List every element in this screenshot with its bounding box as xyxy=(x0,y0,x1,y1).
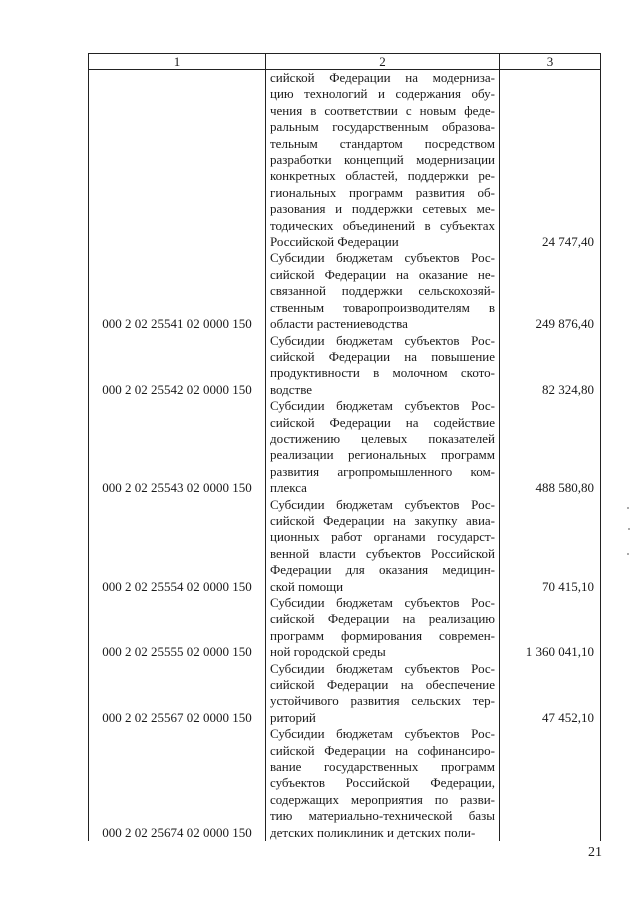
description-line: сийской Федерации на оказание не- xyxy=(270,266,495,282)
amount: 249 876,40 xyxy=(500,250,601,332)
budget-table xyxy=(88,53,601,841)
description-line: субъектов Российской Федерации, xyxy=(270,775,495,791)
header-col-3: 3 xyxy=(500,54,601,70)
table-row xyxy=(89,398,601,496)
description-line: программ формирования современ- xyxy=(270,627,495,643)
description-line: сийской Федерации на модерниза- xyxy=(270,70,495,85)
classification-code: 000 2 02 25674 02 0000 150 xyxy=(89,726,266,841)
description-line: устойчивого развития сельских тер- xyxy=(270,693,495,709)
description-line: риторий xyxy=(270,709,316,725)
table-row xyxy=(89,333,601,399)
description-line: области растениеводства xyxy=(270,316,408,332)
revenue-description xyxy=(266,250,500,332)
revenue-description xyxy=(266,333,500,399)
description-line: Субсидии бюджетам субъектов Рос- xyxy=(270,660,495,676)
amount: 24 747,40 xyxy=(500,70,601,251)
description-line: сийской Федерации на повышение xyxy=(270,348,495,364)
description-line: развития агропромышленного ком- xyxy=(270,463,495,479)
classification-code: 000 2 02 25541 02 0000 150 xyxy=(89,250,266,332)
revenue-description xyxy=(266,595,500,661)
description-line: содержащих мероприятия по разви- xyxy=(270,791,495,807)
amount: 47 452,10 xyxy=(500,661,601,727)
description-line: гиональных программ развития об- xyxy=(270,184,495,200)
description-line: тию материально-технической базы xyxy=(270,808,495,824)
description-line: продуктивности в молочном ското- xyxy=(270,365,495,381)
table-body xyxy=(89,70,601,842)
scan-artifact xyxy=(627,507,629,509)
description-line: вание государственных программ xyxy=(270,759,495,775)
table-row xyxy=(89,70,601,251)
description-line: Субсидии бюджетам субъектов Рос- xyxy=(270,332,495,348)
table-row xyxy=(89,250,601,332)
revenue-description xyxy=(266,726,500,841)
description-line: Субсидии бюджетам субъектов Рос- xyxy=(270,595,495,610)
table-row xyxy=(89,661,601,727)
description-line: детских поликлиник и детских поли- xyxy=(270,824,476,840)
description-line: Субсидии бюджетам субъектов Рос- xyxy=(270,398,495,414)
description-line: связанной поддержки сельскохозяй- xyxy=(270,283,495,299)
classification-code: 000 2 02 25543 02 0000 150 xyxy=(89,398,266,496)
description-line: тодических объединений в субъектах xyxy=(270,217,495,233)
scan-artifact xyxy=(627,553,629,555)
amount: 1 360 041,10 xyxy=(500,595,601,661)
description-line: венной власти субъектов Российской xyxy=(270,545,495,561)
description-line: сийской Федерации на содействие xyxy=(270,414,495,430)
revenue-description xyxy=(266,70,500,251)
amount: 70 415,10 xyxy=(500,497,601,595)
description-line: разования и поддержки сетевых ме- xyxy=(270,201,495,217)
amount: 488 580,80 xyxy=(500,398,601,496)
revenue-description xyxy=(266,398,500,496)
description-line: реализации региональных программ xyxy=(270,447,495,463)
budget-table-page xyxy=(88,53,601,841)
revenue-description xyxy=(266,497,500,595)
amount: 82 324,80 xyxy=(500,333,601,399)
table-header-row xyxy=(89,54,601,70)
revenue-description xyxy=(266,661,500,727)
description-line: ной городской среды xyxy=(270,644,386,660)
header-col-2: 2 xyxy=(266,54,500,70)
amount xyxy=(500,726,601,841)
table-row xyxy=(89,595,601,661)
description-line: разработки концепций модернизации xyxy=(270,152,495,168)
description-line: Субсидии бюджетам субъектов Рос- xyxy=(270,726,495,742)
classification-code: 000 2 02 25567 02 0000 150 xyxy=(89,661,266,727)
classification-code xyxy=(89,70,266,251)
description-line: сийской Федерации на обеспечение xyxy=(270,677,495,693)
description-line: Российской Федерации xyxy=(270,234,399,250)
classification-code: 000 2 02 25555 02 0000 150 xyxy=(89,595,266,661)
header-col-1: 1 xyxy=(89,54,266,70)
description-line: тельным стандартом посредством xyxy=(270,135,495,151)
description-line: ральным государственным образова- xyxy=(270,119,495,135)
description-line: сийской Федерации на реализацию xyxy=(270,611,495,627)
description-line: ционных работ органами государст- xyxy=(270,529,495,545)
description-line: Федерации для оказания медицин- xyxy=(270,562,495,578)
classification-code: 000 2 02 25542 02 0000 150 xyxy=(89,333,266,399)
description-line: сийской Федерации на закупку авиа- xyxy=(270,512,495,528)
table-row xyxy=(89,497,601,595)
description-line: плекса xyxy=(270,480,307,496)
description-line: Субсидии бюджетам субъектов Рос- xyxy=(270,250,495,266)
description-line: ской помощи xyxy=(270,578,344,594)
description-line: сийской Федерации на софинансиро- xyxy=(270,742,495,758)
table-row xyxy=(89,726,601,841)
description-line: цию технологий и содержания обу- xyxy=(270,86,495,102)
classification-code: 000 2 02 25554 02 0000 150 xyxy=(89,497,266,595)
description-line: достижению целевых показателей xyxy=(270,430,495,446)
page-number: 21 xyxy=(588,845,602,860)
description-line: водстве xyxy=(270,381,313,397)
description-line: чения в соответствии с новым феде- xyxy=(270,102,495,118)
scan-artifact xyxy=(628,528,630,530)
description-line: Субсидии бюджетам субъектов Рос- xyxy=(270,496,495,512)
description-line: ственным товаропроизводителям в xyxy=(270,299,495,315)
description-line: конкретных областей, поддержки ре- xyxy=(270,168,495,184)
